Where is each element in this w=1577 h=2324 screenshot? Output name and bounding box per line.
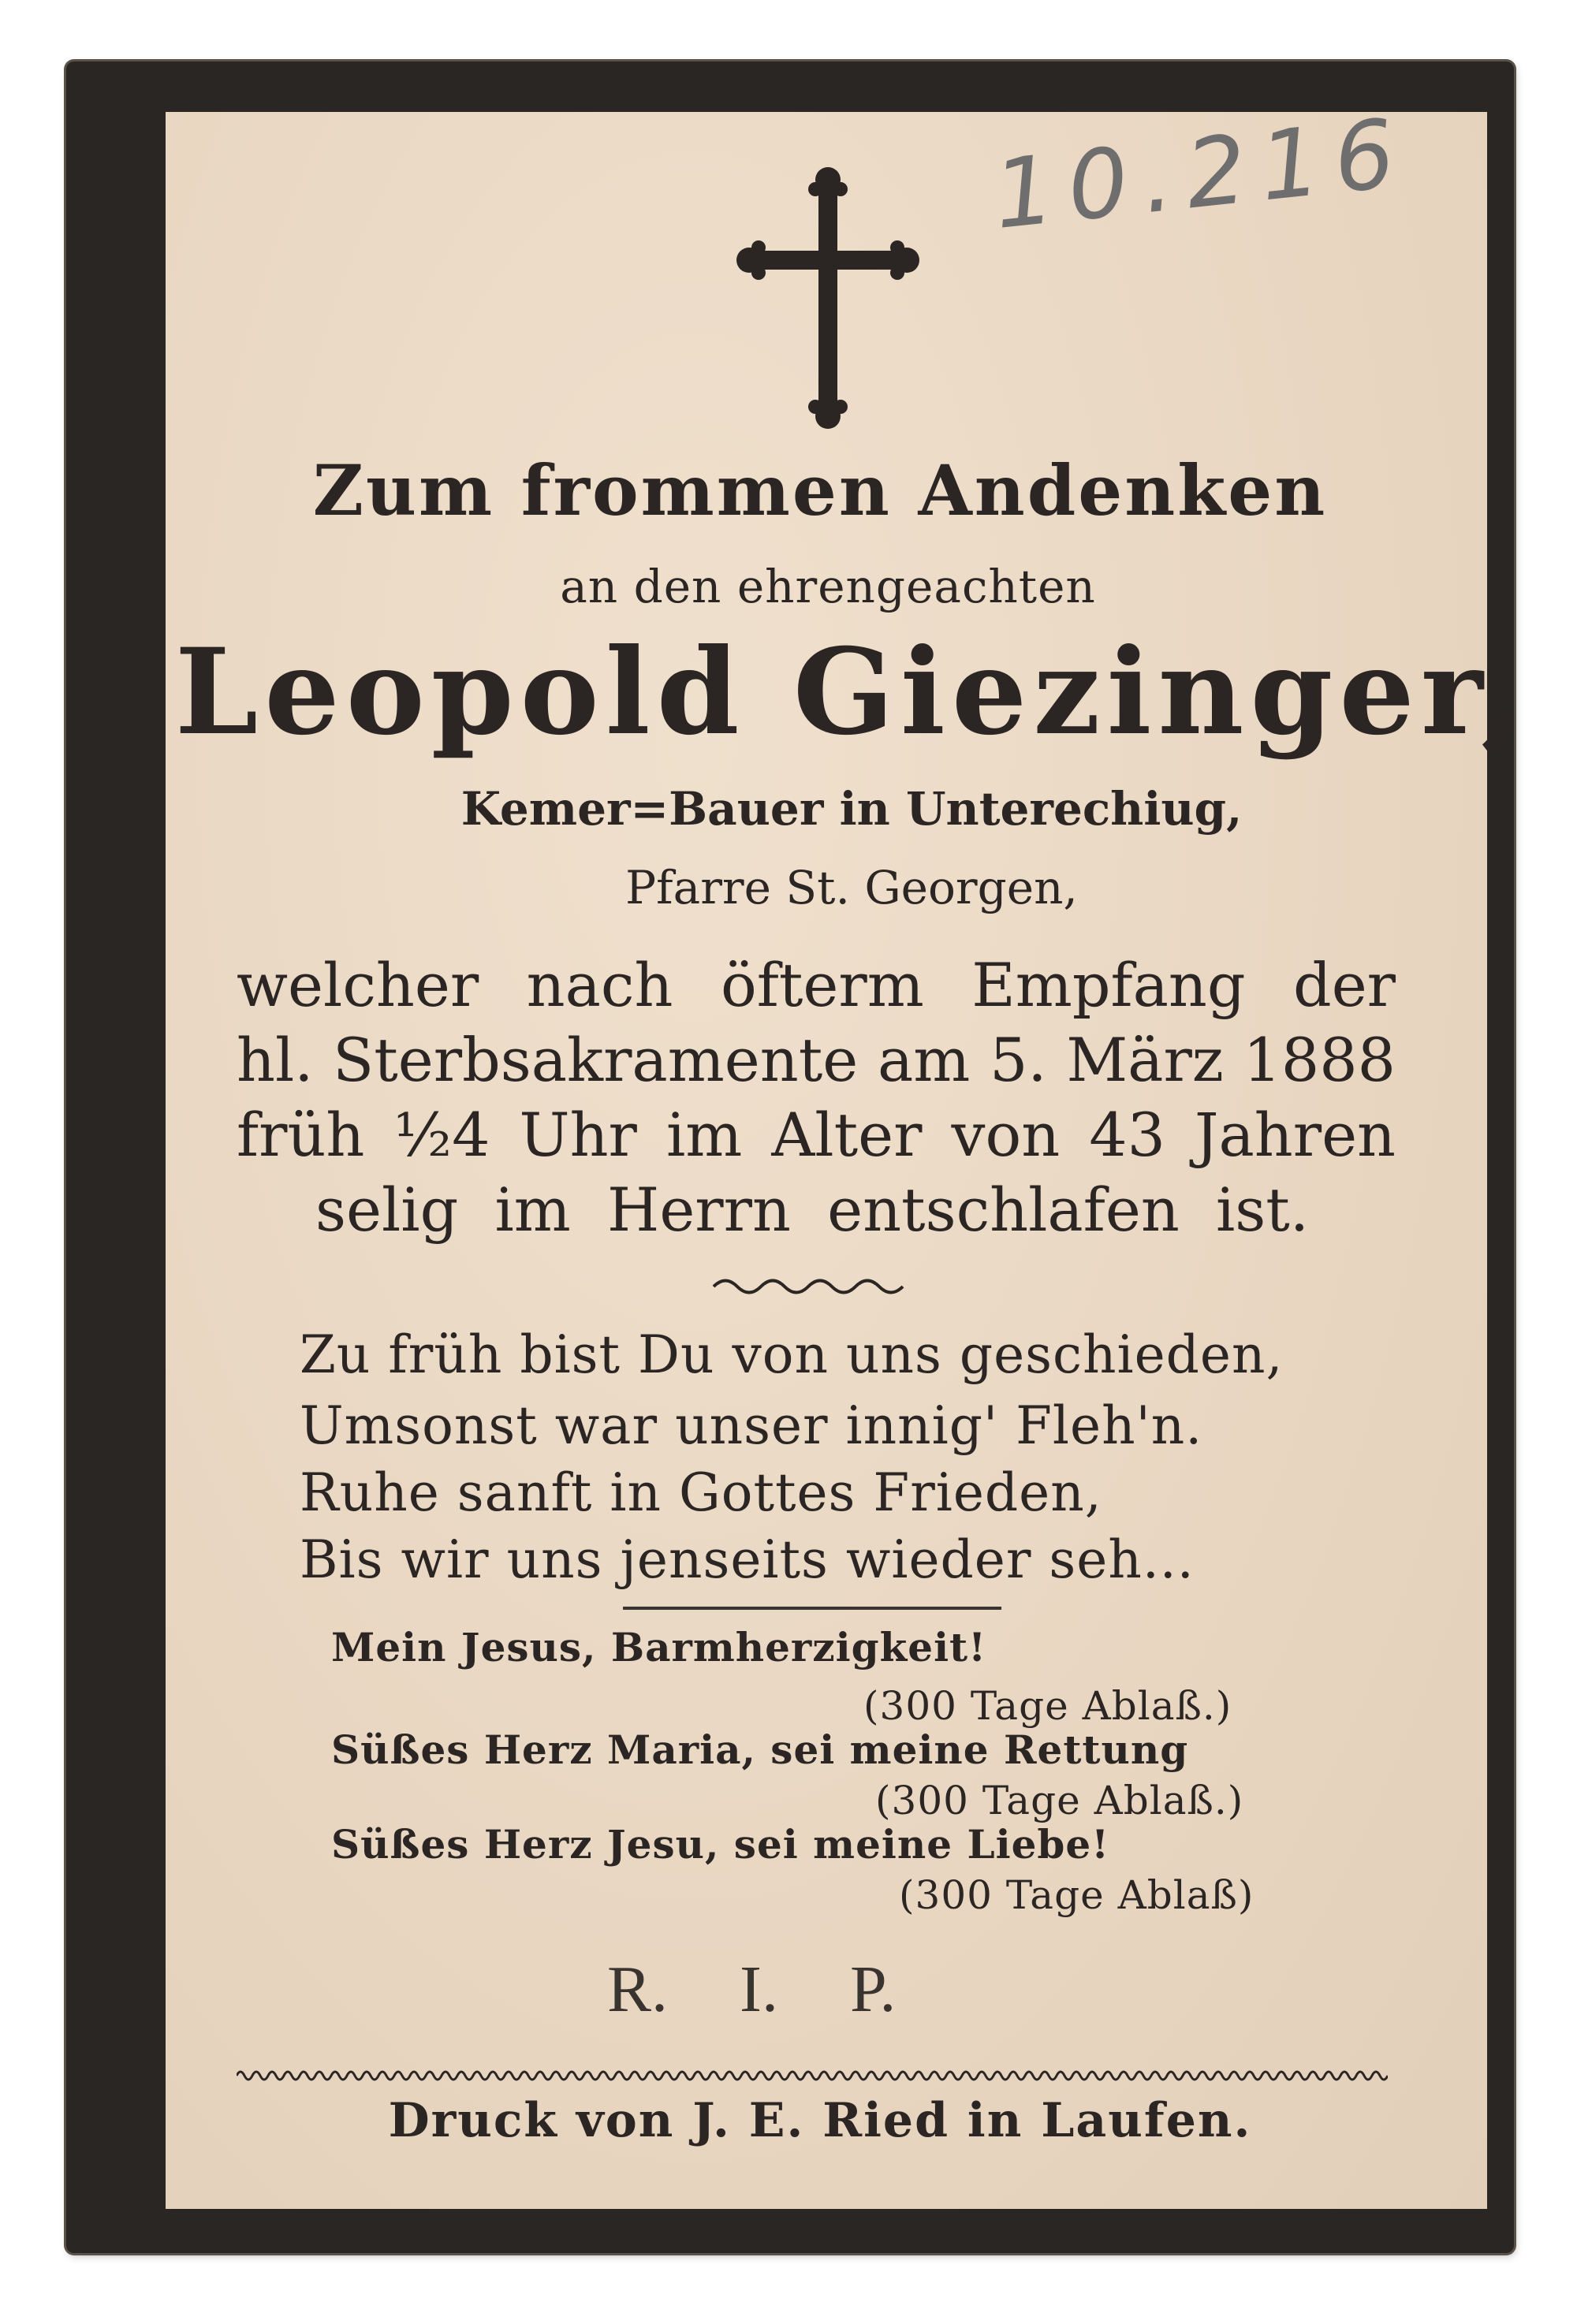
poem-line-1: Zu früh bist Du von uns geschieden,	[300, 1324, 1284, 1385]
prayer-1: Mein Jesus, Barmherzigkeit!	[331, 1624, 987, 1670]
card-subtitle: an den ehrengeachten	[560, 560, 1096, 613]
wavy-footer-divider	[237, 2064, 1388, 2088]
death-notice-line-4: selig im Herrn entschlafen ist.	[315, 1175, 1309, 1245]
divider-rule	[623, 1607, 1001, 1610]
poem-line-4: Bis wir uns jenseits wieder seh...	[300, 1529, 1195, 1590]
poem-line-3: Ruhe sanft in Gottes Frieden,	[300, 1462, 1102, 1523]
wavy-divider	[710, 1271, 915, 1302]
prayer-2: Süßes Herz Maria, sei meine Rettung	[331, 1726, 1189, 1773]
deceased-name: Leopold Giezinger,	[174, 623, 1529, 762]
card-title: Zum frommen Andenken	[312, 449, 1328, 531]
handwritten-catalog-number: 10.216	[988, 98, 1415, 251]
death-notice-line-1: welcher nach öfterm Empfang der	[237, 950, 1396, 1020]
parish: Pfarre St. Georgen,	[625, 861, 1078, 914]
deceased-occupation: Kemer=Bauer in Unterechiug,	[460, 782, 1243, 836]
prayer-3: Süßes Herz Jesu, sei meine Liebe!	[331, 1821, 1110, 1868]
prayer-1-indulgence: (300 Tage Ablaß.)	[863, 1683, 1232, 1729]
rip-inscription: R. I. P.	[607, 1953, 897, 2026]
death-notice-line-3: früh ½4 Uhr im Alter von 43 Jahren	[237, 1100, 1396, 1170]
cross-icon	[733, 166, 923, 434]
prayer-2-indulgence: (300 Tage Ablaß.)	[875, 1778, 1244, 1823]
death-notice-line-2: hl. Sterbsakramente am 5. März 1888	[237, 1025, 1396, 1095]
poem-line-2: Umsonst war unser innig' Fleh'n.	[300, 1395, 1203, 1456]
printer-imprint: Druck von J. E. Ried in Laufen.	[388, 2093, 1252, 2148]
prayer-3-indulgence: (300 Tage Ablaß)	[899, 1872, 1255, 1918]
